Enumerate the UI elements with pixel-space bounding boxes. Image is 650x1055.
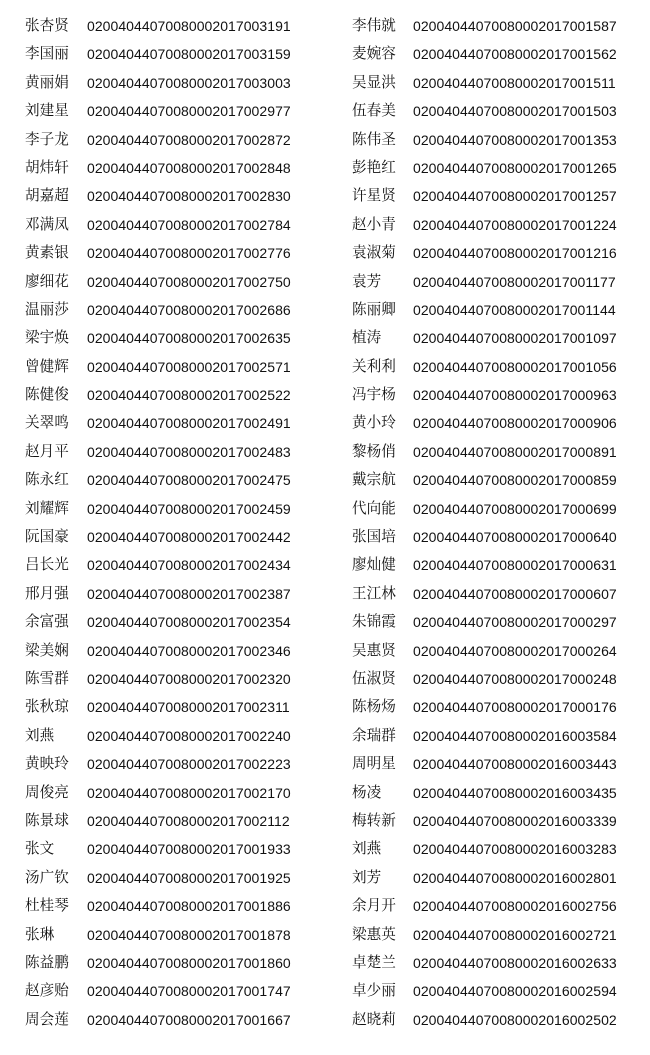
left-name: 周会莲 xyxy=(25,1010,69,1028)
left-id-number: 02004044070080002017002223 xyxy=(87,756,291,773)
right-name: 黎杨俏 xyxy=(352,442,396,460)
right-id-number: 02004044070080002017001265 xyxy=(413,159,617,176)
right-name: 朱锦霞 xyxy=(352,613,396,631)
right-name: 卓楚兰 xyxy=(352,953,396,971)
left-id-number: 02004044070080002017002635 xyxy=(87,330,291,347)
list-row xyxy=(0,608,650,636)
left-name: 赵月平 xyxy=(25,442,69,460)
left-id-number: 02004044070080002017001878 xyxy=(87,926,291,943)
right-id-number: 02004044070080002017000963 xyxy=(413,387,617,404)
left-id-number: 02004044070080002017002475 xyxy=(87,472,291,489)
right-name: 陈伟圣 xyxy=(352,130,396,148)
left-name: 梁美娴 xyxy=(25,641,69,659)
left-id-number: 02004044070080002017001747 xyxy=(87,983,291,1000)
list-row xyxy=(0,40,650,68)
left-id-number: 02004044070080002017003159 xyxy=(87,46,291,63)
right-id-number: 02004044070080002016002633 xyxy=(413,954,617,971)
left-name: 邓满凤 xyxy=(25,215,69,233)
list-row xyxy=(0,864,650,892)
right-name: 刘燕 xyxy=(352,840,382,858)
right-id-number: 02004044070080002017001097 xyxy=(413,330,617,347)
left-id-number: 02004044070080002017003191 xyxy=(87,18,291,34)
list-row xyxy=(0,381,650,409)
list-row xyxy=(0,523,650,551)
list-row xyxy=(0,665,650,693)
list-row xyxy=(0,892,650,920)
left-name: 李子龙 xyxy=(25,130,69,148)
right-name: 余月开 xyxy=(352,897,396,915)
list-row xyxy=(0,126,650,154)
right-name: 代向能 xyxy=(352,499,396,517)
list-row xyxy=(0,12,650,40)
right-id-number: 02004044070080002017001562 xyxy=(413,46,617,63)
left-id-number: 02004044070080002017003003 xyxy=(87,74,291,91)
right-id-number: 02004044070080002016002756 xyxy=(413,898,617,915)
left-name: 阮国豪 xyxy=(25,528,69,546)
left-id-number: 02004044070080002017002112 xyxy=(87,812,290,829)
left-name: 陈景球 xyxy=(25,811,69,829)
list-row xyxy=(0,495,650,523)
list-row xyxy=(0,239,650,267)
left-name: 邢月强 xyxy=(25,584,69,602)
right-name: 袁芳 xyxy=(352,272,382,290)
right-id-number: 02004044070080002017001216 xyxy=(413,245,617,262)
list-row xyxy=(0,977,650,1005)
right-id-number: 02004044070080002017000297 xyxy=(413,614,617,631)
right-id-number: 02004044070080002017001503 xyxy=(413,103,617,120)
left-id-number: 02004044070080002017002522 xyxy=(87,387,291,404)
list-row xyxy=(0,324,650,352)
right-id-number: 02004044070080002017000906 xyxy=(413,415,617,432)
list-row xyxy=(0,637,650,665)
left-id-number: 02004044070080002017002387 xyxy=(87,585,291,602)
right-id-number: 02004044070080002016003339 xyxy=(413,812,617,829)
left-name: 刘耀辉 xyxy=(25,499,69,517)
right-id-number: 02004044070080002017001353 xyxy=(413,131,617,148)
right-name: 伍春美 xyxy=(352,102,396,120)
right-name: 刘芳 xyxy=(352,868,382,886)
right-id-number: 02004044070080002017001224 xyxy=(413,216,617,233)
list-row xyxy=(0,69,650,97)
right-id-number: 02004044070080002016002801 xyxy=(413,869,617,886)
list-row xyxy=(0,750,650,778)
right-name: 余瑞群 xyxy=(352,726,396,744)
list-row xyxy=(0,438,650,466)
right-name: 廖灿健 xyxy=(352,556,396,574)
left-name: 赵彦贻 xyxy=(25,982,69,1000)
left-name: 张杏贤 xyxy=(25,17,69,34)
left-name: 张琳 xyxy=(25,925,55,943)
list-row xyxy=(0,921,650,949)
left-id-number: 02004044070080002017002686 xyxy=(87,301,291,318)
left-name: 刘建星 xyxy=(25,102,69,120)
left-id-number: 02004044070080002017002872 xyxy=(87,131,291,148)
list-row xyxy=(0,551,650,579)
list-row xyxy=(0,296,650,324)
list-row xyxy=(0,693,650,721)
left-name: 黄素银 xyxy=(25,244,69,262)
right-id-number: 02004044070080002017000176 xyxy=(413,699,617,716)
list-row xyxy=(0,211,650,239)
left-name: 梁宇焕 xyxy=(25,329,69,347)
left-name: 余富强 xyxy=(25,613,69,631)
left-id-number: 02004044070080002017002776 xyxy=(87,245,291,262)
right-name: 陈杨炀 xyxy=(352,698,396,716)
left-id-number: 02004044070080002017002240 xyxy=(87,727,291,744)
right-id-number: 02004044070080002017000248 xyxy=(413,670,617,687)
right-name: 赵小青 xyxy=(352,215,396,233)
right-id-number: 02004044070080002016003443 xyxy=(413,756,617,773)
left-name: 胡炜轩 xyxy=(25,158,69,176)
left-name: 张秋琼 xyxy=(25,698,69,716)
left-id-number: 02004044070080002017002491 xyxy=(87,415,291,432)
left-id-number: 02004044070080002017002750 xyxy=(87,273,291,290)
right-name: 吴显洪 xyxy=(352,73,396,91)
right-id-number: 02004044070080002016003435 xyxy=(413,784,617,801)
right-id-number: 02004044070080002017000607 xyxy=(413,585,617,602)
right-id-number: 02004044070080002017001177 xyxy=(413,273,616,290)
left-id-number: 02004044070080002017002483 xyxy=(87,443,291,460)
left-id-number: 02004044070080002017002354 xyxy=(87,614,291,631)
right-id-number: 02004044070080002017001056 xyxy=(413,358,617,375)
list-row xyxy=(0,268,650,296)
left-name: 陈雪群 xyxy=(25,669,69,687)
left-id-number: 02004044070080002017001933 xyxy=(87,841,291,858)
left-id-number: 02004044070080002017002830 xyxy=(87,188,291,205)
left-id-number: 02004044070080002017002571 xyxy=(87,358,291,375)
left-name: 黄映玲 xyxy=(25,755,69,773)
left-id-number: 02004044070080002017002170 xyxy=(87,784,291,801)
right-name: 梅转新 xyxy=(352,811,396,829)
left-id-number: 02004044070080002017001886 xyxy=(87,898,291,915)
right-name: 许星贤 xyxy=(352,187,396,205)
left-id-number: 02004044070080002017002459 xyxy=(87,500,291,517)
right-name: 伍淑贤 xyxy=(352,669,396,687)
right-id-number: 02004044070080002017000264 xyxy=(413,642,617,659)
right-name: 杨凌 xyxy=(352,783,382,801)
left-name: 吕长光 xyxy=(25,556,69,574)
list-row xyxy=(0,779,650,807)
right-name: 赵晓莉 xyxy=(352,1010,396,1028)
list-row xyxy=(0,580,650,608)
right-name: 王江林 xyxy=(352,584,396,602)
right-name: 张国培 xyxy=(352,528,396,546)
left-name: 温丽莎 xyxy=(25,300,69,318)
left-name: 杜桂琴 xyxy=(25,897,69,915)
right-id-number: 02004044070080002016002502 xyxy=(413,1011,617,1028)
right-name: 戴宗航 xyxy=(352,471,396,489)
left-name: 关翠鸣 xyxy=(25,414,69,432)
right-name: 卓少丽 xyxy=(352,982,396,1000)
list-row xyxy=(0,466,650,494)
left-id-number: 02004044070080002017002784 xyxy=(87,216,291,233)
right-name: 彭艳红 xyxy=(352,158,396,176)
right-id-number: 02004044070080002017000699 xyxy=(413,500,617,517)
right-name: 关利利 xyxy=(352,357,396,375)
list-row xyxy=(0,409,650,437)
name-id-list xyxy=(0,12,650,1034)
right-name: 陈丽卿 xyxy=(352,300,396,318)
right-id-number: 02004044070080002017000891 xyxy=(413,443,617,460)
left-id-number: 02004044070080002017001925 xyxy=(87,869,291,886)
right-id-number: 02004044070080002017001587 xyxy=(413,18,617,34)
right-id-number: 02004044070080002017001257 xyxy=(413,188,617,205)
left-name: 陈益鹏 xyxy=(25,953,69,971)
right-id-number: 02004044070080002016003584 xyxy=(413,727,617,744)
left-id-number: 02004044070080002017002346 xyxy=(87,642,291,659)
right-id-number: 02004044070080002017000640 xyxy=(413,529,617,546)
list-row xyxy=(0,182,650,210)
left-name: 陈永红 xyxy=(25,471,69,489)
list-row xyxy=(0,835,650,863)
left-name: 曾健辉 xyxy=(25,357,69,375)
list-row xyxy=(0,353,650,381)
right-name: 李伟就 xyxy=(352,17,396,34)
right-name: 麦婉容 xyxy=(352,45,396,63)
left-id-number: 02004044070080002017001860 xyxy=(87,954,291,971)
right-id-number: 02004044070080002017000631 xyxy=(413,557,617,574)
list-row xyxy=(0,722,650,750)
left-name: 汤广钦 xyxy=(25,868,69,886)
right-name: 吴惠贤 xyxy=(352,641,396,659)
left-id-number: 02004044070080002017002848 xyxy=(87,159,291,176)
right-name: 黄小玲 xyxy=(352,414,396,432)
right-name: 周明星 xyxy=(352,755,396,773)
left-name: 胡嘉超 xyxy=(25,187,69,205)
list-row xyxy=(0,1006,650,1034)
list-row xyxy=(0,97,650,125)
list-row xyxy=(0,949,650,977)
left-name: 陈健俊 xyxy=(25,386,69,404)
left-id-number: 02004044070080002017002977 xyxy=(87,103,291,120)
left-name: 李国丽 xyxy=(25,45,69,63)
right-id-number: 02004044070080002016002594 xyxy=(413,983,617,1000)
right-id-number: 02004044070080002017001144 xyxy=(413,301,616,318)
left-name: 黄丽娟 xyxy=(25,73,69,91)
left-id-number: 02004044070080002017002311 xyxy=(87,699,290,716)
left-id-number: 02004044070080002017002320 xyxy=(87,670,291,687)
left-id-number: 02004044070080002017002434 xyxy=(87,557,291,574)
right-name: 冯宇杨 xyxy=(352,386,396,404)
right-name: 植涛 xyxy=(352,329,382,347)
right-id-number: 02004044070080002017001511 xyxy=(413,74,616,91)
list-row xyxy=(0,154,650,182)
left-id-number: 02004044070080002017002442 xyxy=(87,529,291,546)
left-id-number: 02004044070080002017001667 xyxy=(87,1011,291,1028)
left-name: 廖细花 xyxy=(25,272,69,290)
left-name: 刘燕 xyxy=(25,726,55,744)
right-id-number: 02004044070080002016002721 xyxy=(413,926,617,943)
right-name: 袁淑菊 xyxy=(352,244,396,262)
right-id-number: 02004044070080002017000859 xyxy=(413,472,617,489)
right-name: 梁惠英 xyxy=(352,925,396,943)
list-row xyxy=(0,807,650,835)
left-name: 周俊亮 xyxy=(25,783,69,801)
left-name: 张文 xyxy=(25,840,55,858)
right-id-number: 02004044070080002016003283 xyxy=(413,841,617,858)
